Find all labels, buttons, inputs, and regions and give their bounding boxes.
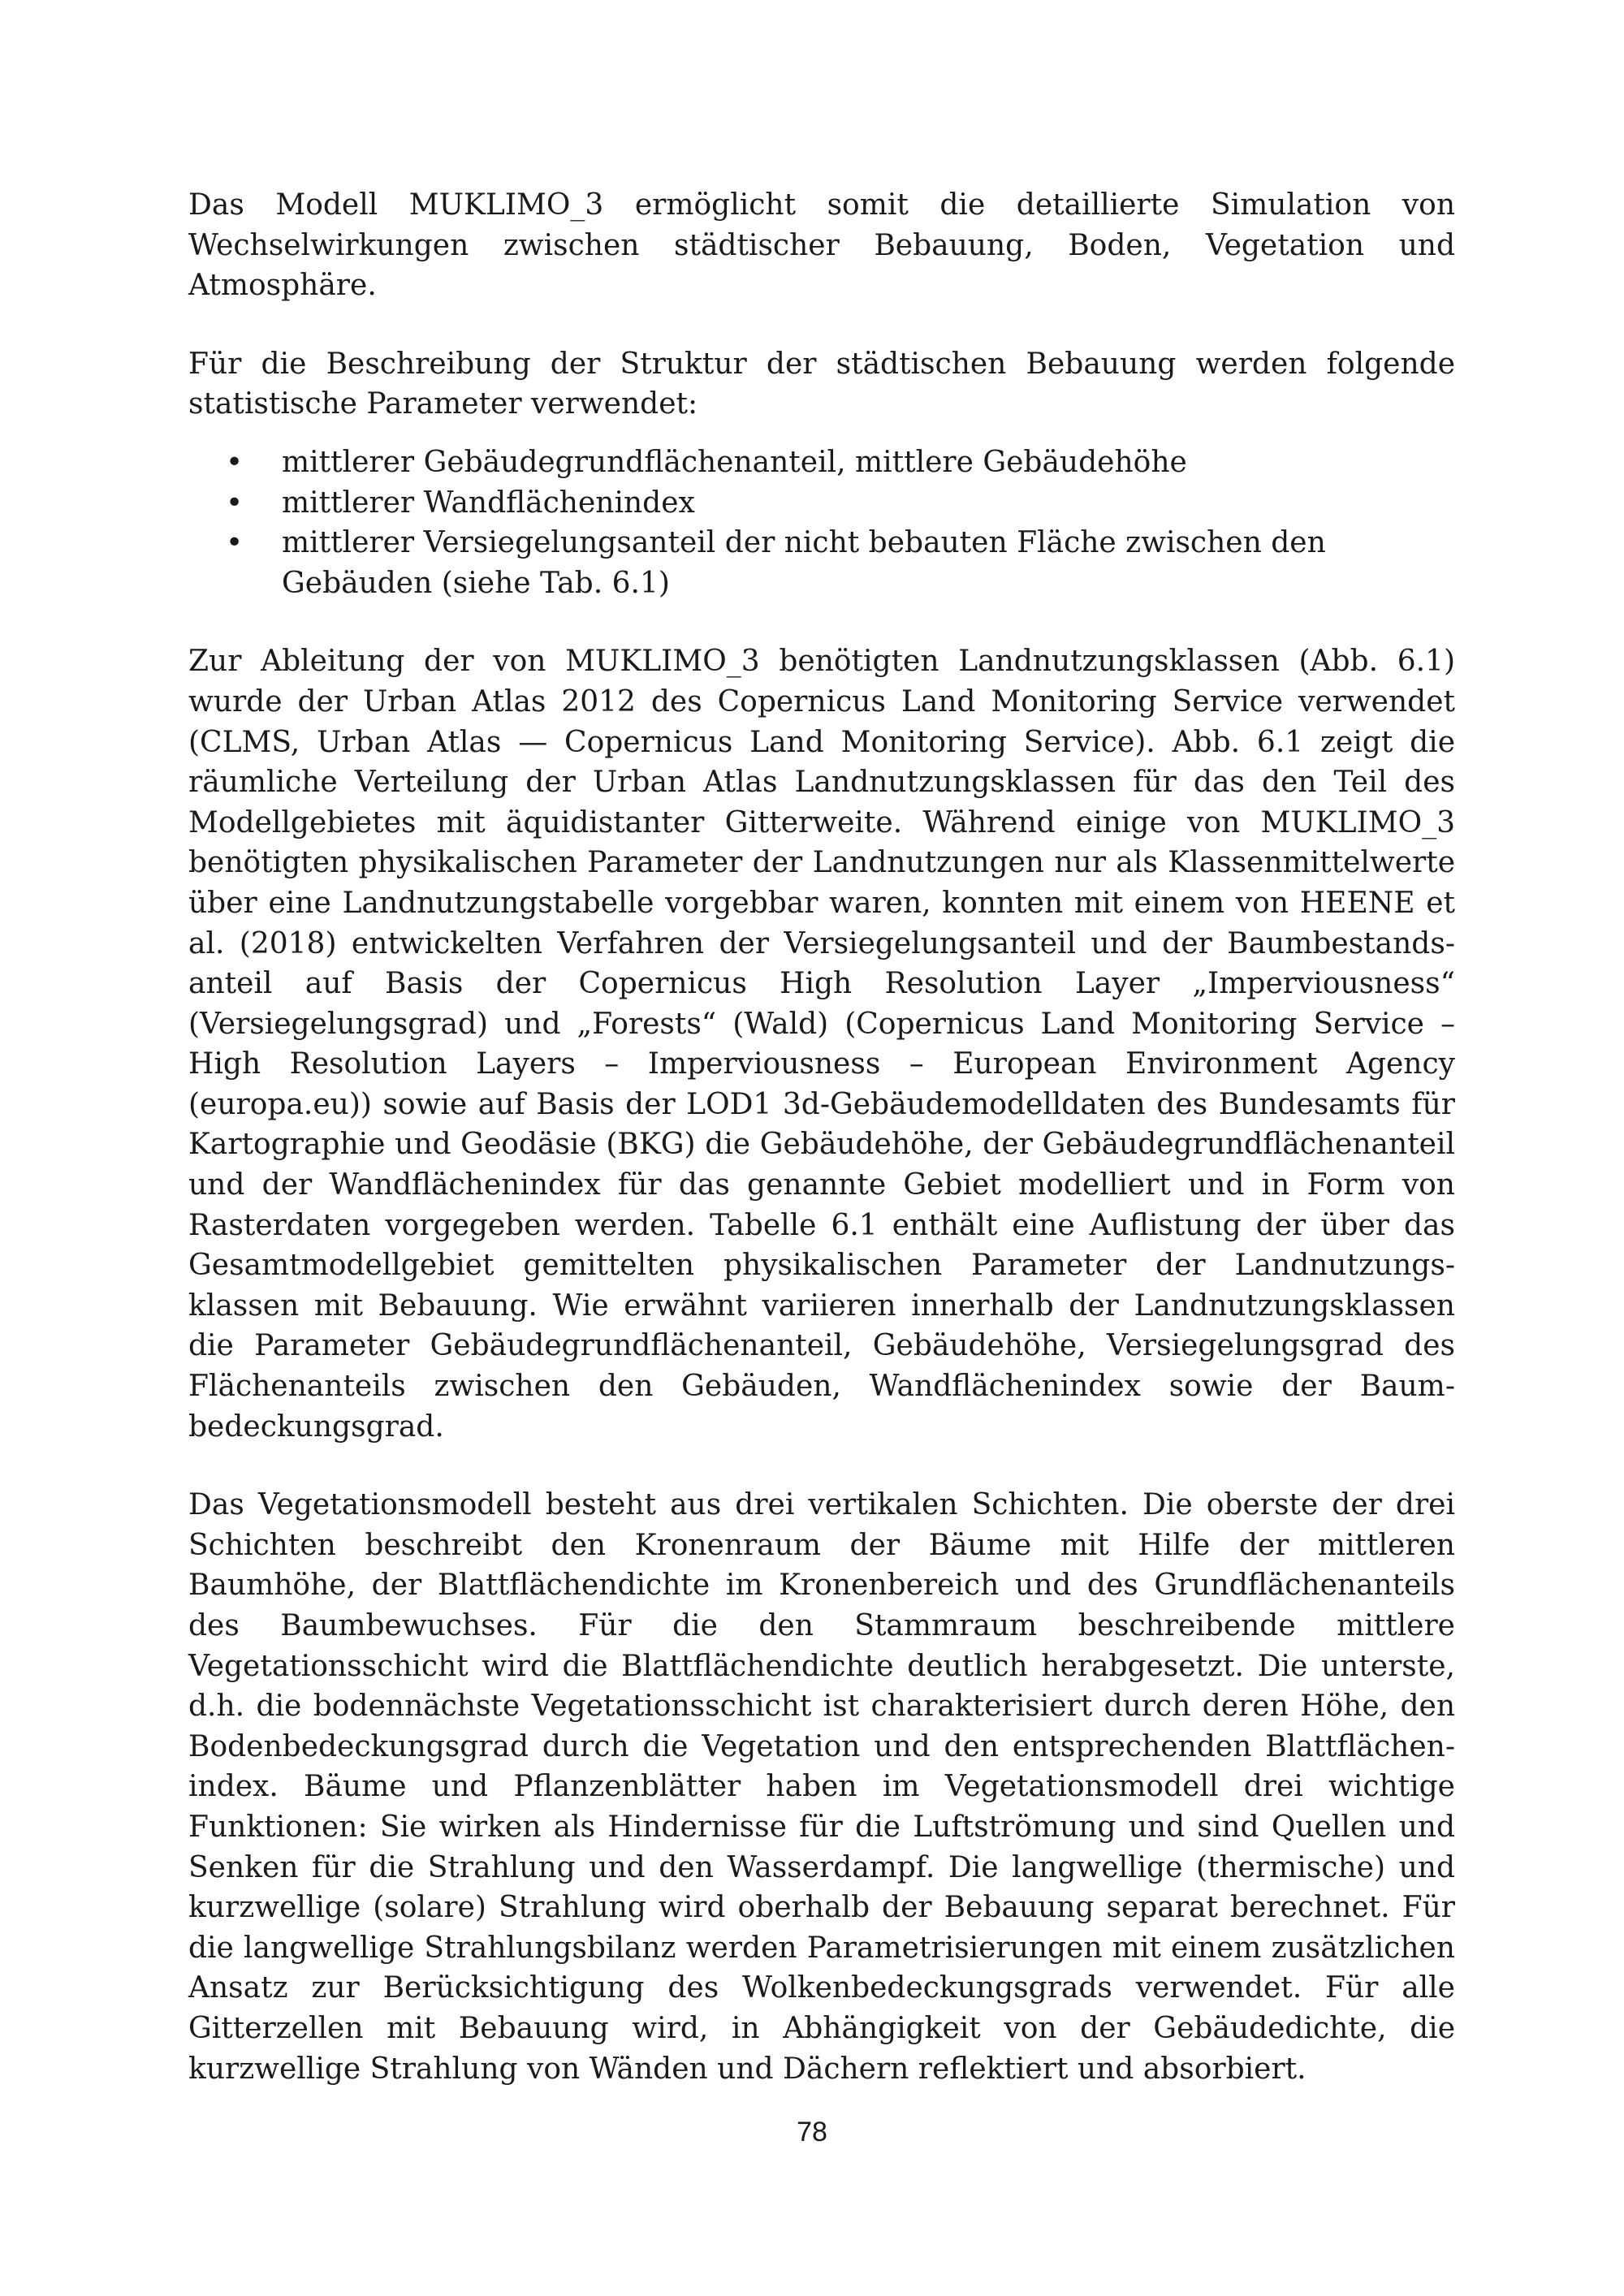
parameter-bullet-list: [188, 442, 1455, 603]
page-body: [188, 185, 1455, 2089]
paragraph-gap: [188, 1447, 1455, 1485]
page-number: 78: [797, 2117, 827, 2147]
paragraph-structure-parameters: Für die Beschreibung der Struktur der städtischen Bebauung werden folgende statistische Parameter verwendet:: [188, 347, 1455, 421]
bullet-text: mittlerer Gebäudegrundflächenanteil, mittlere Gebäudehöhe: [282, 445, 1187, 479]
bullet-item: [188, 483, 1455, 524]
paragraph-land-use-classes: Zur Ableitung der von MUKLIMO_3 benötigten Landnutzungsklassen (Abb. 6.1) wurde der Urban Atlas 2012 des Copernicus Land Monitoring Service verwendet (CLMS, Urban Atlas — Copernicus Land Monitoring Service). Abb. 6.1 zeigt die räumliche Verteilung der Urban Atlas Landnutzungsklassen für das den Teil des Modellgebietes mit äquidistanter Gitterweite. Während einige von MUKLIMO_3 benötigten physikalischen Parameter der Landnutzungen nur als Klassenmittelwerte über eine Landnutzungstabelle vorgebbar waren, konnten mit einem von HEENE et al. (2018) entwickelten Verfahren der Versiegelungsanteil und der Baumbestandsanteil auf Basis der Copernicus High Resolution Layer „Imperviousness“ (Versiegelungsgrad) und „Forests“ (Wald) (Copernicus Land Monitoring Service – High Resolution Layers – Imperviousness – European Environment Agency (europa.eu)) sowie auf Basis der LOD1 3d-Gebäudemodelldaten des Bundesamts für Kartographie und Geodäsie (BKG) die Gebäudehöhe, der Gebäudegrundflächenanteil und der Wandflächenindex für das genannte Gebiet modelliert und in Form von Rasterdaten vorgegeben werden. Tabelle 6.1 enthält eine Auflistung der über das Gesamtmodellgebiet gemittelten physikalischen Parameter der Landnutzungsklassen mit Bebauung. Wie erwähnt variieren innerhalb der Landnutzungsklassen die Parameter Gebäudegrundflächenanteil, Gebäudehöhe, Versiegelungsgrad des Flächenanteils zwischen den Gebäuden, Wandflächenindex sowie der Baumbedeckungsgrad.: [188, 645, 1455, 1444]
bullet-text: mittlerer Wandflächenindex: [282, 486, 695, 520]
bullet-text: mittlerer Versiegelungsanteil der nicht bebauten Fläche zwischen den Gebäuden (siehe Tab. 6.1): [282, 526, 1326, 600]
paragraph-gap: [188, 306, 1455, 344]
paragraph-muklimo-intro: Das Modell MUKLIMO_3 ermöglicht somit die detaillierte Simulation von Wechselwirkungen zwischen städtischer Bebauung, Boden, Vegetation und Atmosphäre.: [188, 188, 1455, 303]
paragraph-gap: [188, 425, 1455, 442]
paragraph-gap: [188, 603, 1455, 641]
bullet-marker: •: [226, 526, 244, 560]
bullet-marker: •: [226, 445, 244, 479]
bullet-item: [188, 442, 1455, 483]
bullet-marker: •: [226, 486, 244, 520]
bullet-item: [188, 523, 1455, 603]
paragraph-vegetation-model: Das Vegetationsmodell besteht aus drei vertikalen Schichten. Die oberste der drei Schichten beschreibt den Kronenraum der Bäume mit Hilfe der mittleren Baumhöhe, der Blattflächendichte im Kronenbereich und des Grundflächenanteils des Baumbewuchses. Für die den Stammraum beschreibende mittlere Vegetationsschicht wird die Blattflächendichte deutlich herabgesetzt. Die unterste, d.h. die bodennächste Vegetationsschicht ist charakterisiert durch deren Höhe, den Bodenbedeckungsgrad durch die Vegetation und den entsprechenden Blattflächenindex. Bäume und Pflanzenblätter haben im Vegetationsmodell drei wichtige Funktionen: Sie wirken als Hindernisse für die Luftströmung und sind Quellen und Senken für die Strahlung und den Wasserdampf. Die langwellige (thermische) und kurzwellige (solare) Strahlung wird oberhalb der Bebauung separat berechnet. Für die langwellige Strahlungsbilanz werden Parametrisierungen mit einem zusätzlichen Ansatz zur Berücksichtigung des Wolkenbedeckungsgrads verwendet. Für alle Gitterzellen mit Bebauung wird, in Abhängigkeit von der Gebäudedichte, die kurzwellige Strahlung von Wänden und Dächern reflektiert und absorbiert.: [188, 1488, 1455, 2086]
